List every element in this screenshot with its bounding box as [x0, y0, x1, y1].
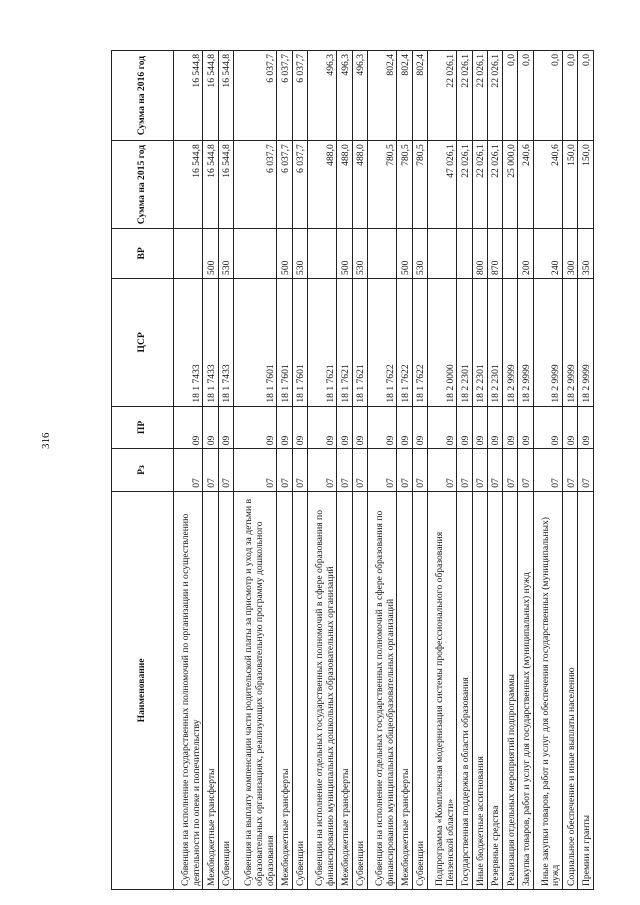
cell-vr	[307, 228, 336, 278]
cell-rz: 07	[352, 449, 367, 492]
cell-pr: 09	[277, 406, 292, 449]
cell-sum-2016: 6 037,7	[292, 51, 307, 141]
cell-vr: 870	[487, 228, 502, 278]
cell-name: Закупка товаров, работ и услуг для государственных (муниципальных) нужд	[518, 491, 533, 889]
cell-name: Субвенция на исполнение отдельных государственных полномочий в сфере образования по финансированию муниципальных общеобразовательных организаций	[367, 491, 396, 889]
cell-name: Межбюджетные трансферты	[397, 491, 412, 889]
cell-name: Межбюджетные трансферты	[203, 491, 218, 889]
cell-name: Субвенция на исполнение государственных полномочий по организации и осуществлению деятельности по опеке и попечительству	[174, 491, 203, 889]
cell-vr	[367, 228, 396, 278]
cell-sum-2016: 0,0	[503, 51, 518, 141]
cell-pr: 09	[457, 406, 472, 449]
cell-name: Субвенции	[218, 491, 233, 889]
cell-rz: 07	[412, 449, 427, 492]
cell-rz: 07	[277, 449, 292, 492]
table-row	[277, 51, 292, 890]
cell-csr: 18 1 7433	[218, 278, 233, 406]
cell-name: Субвенции на исполнение отдельных государственных полномочий в сфере образования по финансированию муниципальных дошкольных образовательных организаций	[307, 491, 336, 889]
cell-sum-2016: 802,4	[367, 51, 396, 141]
cell-vr: 800	[472, 228, 487, 278]
cell-sum-2016: 802,4	[397, 51, 412, 141]
table-row	[457, 51, 472, 890]
cell-csr: 18 1 7622	[397, 278, 412, 406]
cell-csr: 18 2 0000	[427, 278, 456, 406]
cell-sum-2016: 496,3	[337, 51, 352, 141]
cell-csr: 18 1 7601	[292, 278, 307, 406]
cell-sum-2016: 16 544,8	[203, 51, 218, 141]
header-sum-2016: Сумма на 2016 год	[112, 51, 174, 141]
table-row	[533, 51, 562, 890]
header-csr: ЦСР	[112, 278, 174, 406]
cell-sum-2015: 488,0	[337, 141, 352, 229]
cell-csr: 18 1 7621	[337, 278, 352, 406]
cell-sum-2016: 22 026,1	[457, 51, 472, 141]
cell-csr: 18 1 7601	[233, 278, 276, 406]
cell-vr: 500	[397, 228, 412, 278]
cell-csr: 18 1 7622	[412, 278, 427, 406]
table-body	[174, 51, 594, 890]
cell-rz: 07	[307, 449, 336, 492]
cell-vr	[427, 228, 456, 278]
cell-name: Субвенции	[412, 491, 427, 889]
cell-sum-2015: 6 037,7	[277, 141, 292, 229]
table-row	[427, 51, 456, 890]
cell-sum-2015: 780,5	[367, 141, 396, 229]
cell-pr: 09	[218, 406, 233, 449]
cell-csr: 18 1 7601	[277, 278, 292, 406]
cell-rz: 07	[367, 449, 396, 492]
cell-name: Межбюджетные трансферты	[337, 491, 352, 889]
cell-sum-2015: 47 026,1	[427, 141, 456, 229]
cell-pr: 09	[397, 406, 412, 449]
cell-pr: 09	[487, 406, 502, 449]
cell-sum-2015: 240,6	[518, 141, 533, 229]
cell-csr: 18 2 9999	[578, 278, 594, 406]
cell-rz: 07	[397, 449, 412, 492]
cell-sum-2016: 496,3	[352, 51, 367, 141]
header-name: Наименование	[112, 491, 174, 889]
cell-sum-2015: 16 544,8	[218, 141, 233, 229]
cell-vr: 350	[578, 228, 594, 278]
header-rz: Рз	[112, 449, 174, 492]
table-row	[563, 51, 578, 890]
cell-name: Иные бюджетные ассигнования	[472, 491, 487, 889]
cell-sum-2015: 780,5	[397, 141, 412, 229]
cell-vr: 500	[337, 228, 352, 278]
cell-pr: 09	[427, 406, 456, 449]
cell-pr: 09	[518, 406, 533, 449]
cell-sum-2016: 6 037,7	[233, 51, 276, 141]
cell-vr	[457, 228, 472, 278]
table-row	[367, 51, 396, 890]
cell-csr: 18 1 7433	[203, 278, 218, 406]
cell-sum-2016: 0,0	[563, 51, 578, 141]
table-row	[292, 51, 307, 890]
table-row	[487, 51, 502, 890]
cell-sum-2015: 150,0	[578, 141, 594, 229]
cell-rz: 07	[203, 449, 218, 492]
cell-sum-2015: 16 544,8	[174, 141, 203, 229]
table-row	[174, 51, 203, 890]
table-row	[397, 51, 412, 890]
cell-pr: 09	[472, 406, 487, 449]
cell-csr: 18 1 7622	[367, 278, 396, 406]
cell-name: Реализация отдельных мероприятий подпрограммы	[503, 491, 518, 889]
table-row	[352, 51, 367, 890]
cell-sum-2016: 16 544,8	[218, 51, 233, 141]
table-row	[218, 51, 233, 890]
cell-csr: 18 2 9999	[518, 278, 533, 406]
cell-rz: 07	[472, 449, 487, 492]
cell-rz: 07	[174, 449, 203, 492]
cell-sum-2016: 22 026,1	[472, 51, 487, 141]
cell-pr: 09	[233, 406, 276, 449]
cell-sum-2016: 0,0	[578, 51, 594, 141]
cell-name: Субвенция на выплату компенсации части родительской платы за присмотр и уход за детьми в образовательных организациях, реализующих образовательную программу дошкольного образования	[233, 491, 276, 889]
table-row	[412, 51, 427, 890]
rotated-table-container	[111, 50, 594, 890]
table-row	[233, 51, 276, 890]
cell-vr: 500	[203, 228, 218, 278]
cell-rz: 07	[218, 449, 233, 492]
cell-vr	[174, 228, 203, 278]
cell-sum-2016: 0,0	[533, 51, 562, 141]
cell-pr: 09	[337, 406, 352, 449]
cell-csr: 18 1 7621	[307, 278, 336, 406]
cell-rz: 07	[503, 449, 518, 492]
cell-sum-2015: 240,6	[533, 141, 562, 229]
cell-csr: 18 1 7621	[352, 278, 367, 406]
cell-pr: 09	[352, 406, 367, 449]
cell-sum-2015: 22 026,1	[457, 141, 472, 229]
table-row	[472, 51, 487, 890]
page-number: 316	[40, 432, 52, 449]
cell-csr: 18 2 2301	[487, 278, 502, 406]
cell-rz: 07	[578, 449, 594, 492]
cell-sum-2015: 6 037,7	[233, 141, 276, 229]
table-header-row	[112, 51, 174, 890]
table-row	[307, 51, 336, 890]
cell-name: Резервные средства	[487, 491, 502, 889]
cell-rz: 07	[427, 449, 456, 492]
cell-name: Государственная поддержка в области образования	[457, 491, 472, 889]
cell-sum-2015: 6 037,7	[292, 141, 307, 229]
cell-name: Межбюджетные трансферты	[277, 491, 292, 889]
table-row	[518, 51, 533, 890]
cell-rz: 07	[533, 449, 562, 492]
cell-csr: 18 2 9999	[503, 278, 518, 406]
cell-vr: 530	[352, 228, 367, 278]
table-row	[578, 51, 594, 890]
cell-vr: 240	[533, 228, 562, 278]
cell-sum-2015: 150,0	[563, 141, 578, 229]
cell-pr: 09	[533, 406, 562, 449]
cell-vr	[503, 228, 518, 278]
cell-sum-2015: 25 000,0	[503, 141, 518, 229]
header-vr: ВР	[112, 228, 174, 278]
cell-rz: 07	[233, 449, 276, 492]
cell-rz: 07	[563, 449, 578, 492]
cell-rz: 07	[337, 449, 352, 492]
cell-sum-2015: 488,0	[352, 141, 367, 229]
cell-sum-2016: 0,0	[518, 51, 533, 141]
cell-pr: 09	[563, 406, 578, 449]
cell-name: Субвенции	[292, 491, 307, 889]
cell-csr: 18 2 9999	[533, 278, 562, 406]
cell-sum-2015: 22 026,1	[472, 141, 487, 229]
cell-vr: 300	[563, 228, 578, 278]
cell-sum-2016: 6 037,7	[277, 51, 292, 141]
cell-pr: 09	[503, 406, 518, 449]
cell-csr: 18 2 9999	[563, 278, 578, 406]
cell-vr: 530	[218, 228, 233, 278]
cell-sum-2016: 22 026,1	[487, 51, 502, 141]
cell-sum-2016: 16 544,8	[174, 51, 203, 141]
cell-sum-2016: 496,3	[307, 51, 336, 141]
cell-name: Подпрограмма «Комплексная модернизация системы профессионального образования Пензенской области»	[427, 491, 456, 889]
cell-vr: 500	[277, 228, 292, 278]
cell-pr: 09	[174, 406, 203, 449]
cell-csr: 18 1 7433	[174, 278, 203, 406]
cell-vr	[233, 228, 276, 278]
header-sum-2015: Сумма на 2015 год	[112, 141, 174, 229]
cell-sum-2015: 488,0	[307, 141, 336, 229]
budget-table	[111, 50, 594, 890]
header-pr: ПР	[112, 406, 174, 449]
cell-name: Субвенции	[352, 491, 367, 889]
cell-name: Иные закупки товаров, работ и услуг для обеспечения государственных (муниципальных) нужд	[533, 491, 562, 889]
cell-rz: 07	[518, 449, 533, 492]
cell-rz: 07	[457, 449, 472, 492]
cell-pr: 09	[307, 406, 336, 449]
cell-pr: 09	[203, 406, 218, 449]
cell-sum-2015: 16 544,8	[203, 141, 218, 229]
cell-sum-2016: 802,4	[412, 51, 427, 141]
cell-vr: 530	[292, 228, 307, 278]
cell-sum-2015: 780,5	[412, 141, 427, 229]
cell-name: Премии и гранты	[578, 491, 594, 889]
cell-sum-2015: 22 026,1	[487, 141, 502, 229]
cell-csr: 18 2 2301	[472, 278, 487, 406]
table-row	[203, 51, 218, 890]
cell-rz: 07	[292, 449, 307, 492]
cell-pr: 09	[578, 406, 594, 449]
cell-name: Социальное обеспечение и иные выплаты населению	[563, 491, 578, 889]
cell-vr: 200	[518, 228, 533, 278]
cell-csr: 18 2 2301	[457, 278, 472, 406]
cell-sum-2016: 22 026,1	[427, 51, 456, 141]
table-row	[503, 51, 518, 890]
cell-pr: 09	[292, 406, 307, 449]
cell-pr: 09	[412, 406, 427, 449]
cell-rz: 07	[487, 449, 502, 492]
cell-vr: 530	[412, 228, 427, 278]
table-row	[337, 51, 352, 890]
cell-pr: 09	[367, 406, 396, 449]
